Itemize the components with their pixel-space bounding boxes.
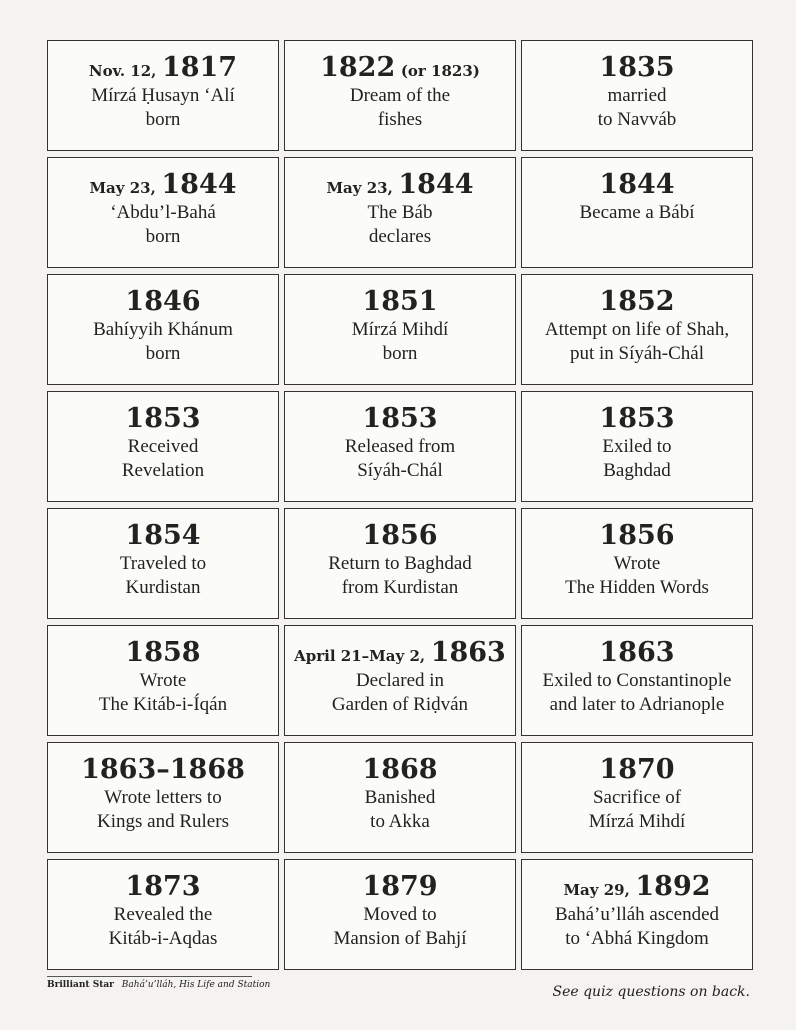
card-year: 1853 — [362, 403, 438, 434]
card-line-2: and later to Adrianople — [549, 693, 725, 715]
card-line-2: to Navváb — [597, 108, 677, 130]
timeline-card — [47, 742, 279, 853]
card-line-2: Mírzá Mihdí — [588, 810, 686, 832]
card-date — [599, 638, 674, 668]
card-date — [125, 404, 200, 434]
card-line-1: Dream of the — [349, 84, 451, 106]
card-line-1: Declared in — [355, 669, 445, 691]
card-year: 1835 — [599, 52, 675, 83]
card-line-1: Bahíyyih Khánum — [93, 318, 233, 340]
timeline-card — [521, 40, 753, 151]
timeline-card — [284, 508, 516, 619]
card-date — [362, 755, 437, 785]
card-date — [362, 404, 437, 434]
card-year: 1822 — [320, 52, 396, 83]
card-line-2: born — [145, 108, 181, 130]
footer-credit — [47, 976, 271, 990]
card-year: 1858 — [125, 637, 201, 668]
timeline-card — [47, 40, 279, 151]
card-description — [332, 669, 468, 717]
card-line-1: Exiled to Constantinople — [542, 669, 732, 691]
card-description — [109, 903, 218, 951]
card-year: 1879 — [362, 871, 438, 902]
card-description — [368, 201, 433, 249]
timeline-card — [47, 859, 279, 970]
card-line-2: to ‘Abhá Kingdom — [565, 927, 709, 949]
card-year: 1856 — [599, 520, 675, 551]
card-description — [120, 552, 206, 600]
card-line-2: declares — [368, 225, 432, 247]
card-description — [602, 435, 671, 483]
timeline-card — [284, 625, 516, 736]
card-date-prefix: May 29, — [563, 881, 630, 899]
card-line-1: Traveled to — [119, 552, 207, 574]
card-date — [599, 53, 674, 83]
card-year: 1853 — [599, 403, 675, 434]
timeline-card — [47, 391, 279, 502]
timeline-card — [47, 157, 279, 268]
card-line-1: married — [607, 84, 667, 106]
card-line-2: The Kitáb-i-Íqán — [98, 693, 228, 715]
card-line-2: from Kurdistan — [341, 576, 459, 598]
footer-brand: Brilliant Star — [47, 980, 114, 990]
card-year: 1817 — [161, 52, 238, 83]
card-year: 1846 — [125, 286, 201, 317]
card-year: 1854 — [125, 520, 201, 551]
card-date — [125, 872, 200, 902]
card-line-2: to Akka — [370, 810, 430, 832]
timeline-card — [521, 274, 753, 385]
card-line-1: ‘Abdu’l-Bahá — [110, 201, 216, 223]
card-date-prefix: May 23, — [89, 179, 156, 197]
timeline-card — [521, 742, 753, 853]
card-year: 1873 — [125, 871, 201, 902]
card-date — [362, 872, 437, 902]
card-date — [89, 53, 237, 83]
card-line-2: Kurdistan — [125, 576, 201, 598]
card-description — [91, 84, 235, 132]
card-date — [294, 638, 506, 668]
card-description — [93, 318, 233, 366]
card-date-prefix: April 21–May 2, — [294, 647, 426, 665]
footer-note: See quiz questions on back. — [552, 984, 750, 1000]
card-year: 1844 — [599, 169, 675, 200]
card-year: 1863 — [430, 637, 506, 668]
timeline-card — [284, 40, 516, 151]
card-date — [599, 404, 674, 434]
card-description — [598, 84, 677, 132]
card-year: 1851 — [362, 286, 438, 317]
card-line-1: Wrote — [613, 552, 661, 574]
card-line-1: Wrote — [139, 669, 187, 691]
card-year: 1844 — [398, 169, 474, 200]
card-year: 1853 — [125, 403, 201, 434]
timeline-card — [521, 391, 753, 502]
card-year: 1892 — [635, 871, 711, 902]
card-date — [599, 287, 674, 317]
card-line-1: Received — [127, 435, 199, 457]
card-line-2: Síyáh-Chál — [357, 459, 443, 481]
card-date — [362, 521, 437, 551]
card-year-suffix: (or 1823) — [400, 62, 480, 80]
card-date — [599, 521, 674, 551]
card-date-prefix: Nov. 12, — [88, 62, 157, 80]
card-year: 1870 — [599, 754, 675, 785]
card-date — [563, 872, 710, 902]
card-year: 1863–1868 — [81, 754, 245, 785]
card-line-2: Mansion of Bahjí — [333, 927, 467, 949]
card-line-1: Mírzá Mihdí — [351, 318, 449, 340]
card-line-2: born — [145, 342, 181, 364]
card-line-2: born — [382, 342, 418, 364]
timeline-grid — [47, 40, 754, 970]
card-date-prefix: May 23, — [326, 179, 393, 197]
card-description — [565, 552, 709, 600]
card-line-1: Wrote letters to — [104, 786, 222, 808]
card-description — [352, 318, 449, 366]
card-line-1: Mírzá Ḥusayn ‘Alí — [91, 84, 235, 106]
card-line-1: Released from — [344, 435, 456, 457]
card-date — [326, 170, 473, 200]
card-line-1: Exiled to — [602, 435, 672, 457]
timeline-card — [521, 508, 753, 619]
card-date — [362, 287, 437, 317]
card-year: 1868 — [362, 754, 438, 785]
card-line-1: Attempt on life of Shah, — [544, 318, 730, 340]
card-description — [555, 903, 719, 951]
timeline-card — [284, 157, 516, 268]
card-line-1: Became a Bábí — [579, 201, 695, 223]
card-description — [328, 552, 472, 600]
card-description — [579, 201, 694, 225]
card-description — [110, 201, 216, 249]
card-year: 1844 — [161, 169, 237, 200]
timeline-card — [47, 508, 279, 619]
card-description — [97, 786, 229, 834]
card-date — [89, 170, 236, 200]
card-line-2: born — [145, 225, 181, 247]
card-line-2: Kings and Rulers — [97, 810, 229, 832]
card-date — [81, 755, 245, 785]
card-date — [125, 287, 200, 317]
card-date — [320, 53, 480, 83]
timeline-card — [521, 859, 753, 970]
card-line-2: fishes — [377, 108, 423, 130]
card-description — [122, 435, 204, 483]
timeline-card — [521, 157, 753, 268]
card-line-2: Garden of Riḍván — [331, 693, 469, 715]
card-year: 1856 — [362, 520, 438, 551]
card-description — [345, 435, 455, 483]
card-year: 1852 — [599, 286, 675, 317]
card-line-1: Bahá’u’lláh ascended — [554, 903, 720, 925]
timeline-card — [284, 391, 516, 502]
card-line-1: Moved to — [363, 903, 437, 925]
timeline-card — [284, 859, 516, 970]
card-line-2: Revelation — [121, 459, 205, 481]
card-date — [599, 170, 674, 200]
card-line-1: Banished — [364, 786, 436, 808]
card-line-1: The Báb — [367, 201, 433, 223]
card-line-1: Revealed the — [113, 903, 213, 925]
card-year: 1863 — [599, 637, 675, 668]
timeline-card — [284, 742, 516, 853]
card-description — [350, 84, 450, 132]
card-line-2: The Hidden Words — [565, 576, 709, 598]
card-date — [125, 638, 200, 668]
card-date — [599, 755, 674, 785]
card-line-1: Return to Baghdad — [328, 552, 472, 574]
card-line-2: Kitáb-i-Aqdas — [108, 927, 218, 949]
timeline-card — [47, 274, 279, 385]
footer-subtitle: Bahá’u’lláh, His Life and Station — [121, 980, 271, 990]
card-line-2: Baghdad — [603, 459, 671, 481]
card-description — [99, 669, 227, 717]
card-description — [589, 786, 686, 834]
card-description — [365, 786, 436, 834]
timeline-card — [521, 625, 753, 736]
card-description — [543, 669, 732, 717]
timeline-card — [47, 625, 279, 736]
timeline-card — [284, 274, 516, 385]
card-date — [125, 521, 200, 551]
card-description — [334, 903, 467, 951]
card-line-2: put in Síyáh-Chál — [569, 342, 705, 364]
card-line-1: Sacrifice of — [592, 786, 682, 808]
card-description — [545, 318, 729, 366]
